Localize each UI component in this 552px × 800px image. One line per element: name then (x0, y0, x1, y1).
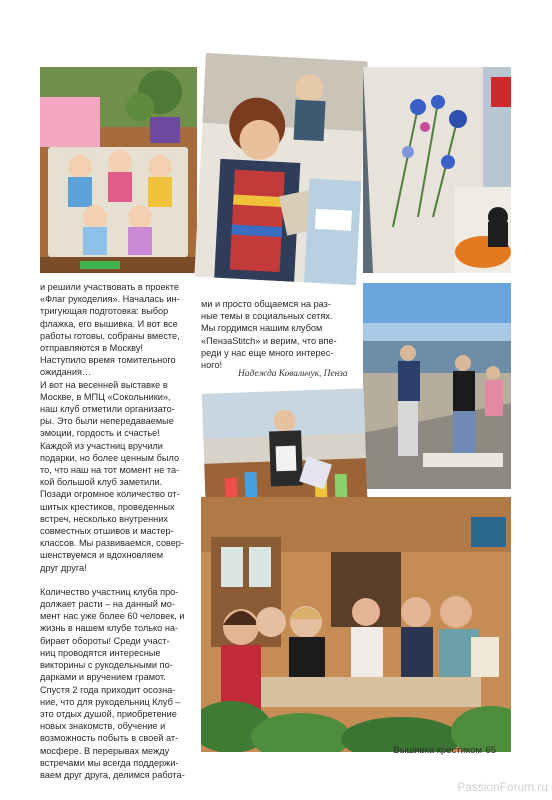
photo-group-in-cafe (201, 497, 511, 752)
photo-woman-with-embroidery (194, 53, 368, 285)
text-column-1 (40, 281, 198, 781)
photo-cross-stitch-flowers-cat (363, 67, 511, 273)
photo-riverside-gathering (363, 283, 511, 489)
column2-paragraph-1: ми и просто общаемся на раз- ные темы в социальных сетях. Мы гордимся нашим клубом «ПензаStitch» и верим, что впе- реди у нас еще много интерес- ного! (201, 299, 337, 371)
watermark-text: PassionForum.ru (457, 782, 548, 794)
text-column-2 (201, 298, 359, 371)
author-signature: Надежда Ковальчук, Пенза (238, 369, 348, 379)
magazine-title: Вышивка крестиком (393, 745, 482, 756)
column1-paragraph-2: Количество участниц клуба про- должает расти – на данный мо- мент нас уже более 60 человек, и жизнь в нашем клубе только на- бирает обороты! Среди участ- ниц проводятся интересные викторины с рукодельными по- дарками и вручением грамот. Спустя 2 года приходит осозна- ние, что для рукодельниц Клуб – это отдых душой, приобретение новых знакомств, обучение и возможность побыть в своей ат- мосфере. В перерывах между встречами мы всегда поддержи- ваем друг друга, делимся работа- (40, 586, 185, 780)
page-number: 65 (485, 745, 496, 756)
column1-paragraph-1: и решили участвовать в проекте «Флаг рукоделия». Началась ин- тригующая подготовка: выбор флажка, его вышивка. И вот все работы готовы, собраны вместе, отправляются в Москву! Наступило время томительного ожидания… И вот на весенней выставке в Москве, в МПЦ «Сокольники», наш клуб отметили организато- ры. Это были непередаваемые эмоции, гордость и счастье! Каждой из участниц вручили подарки, но более ценным было то, что наш на тот момент не та- кой большой клуб заметили. Позади огромное количество от- шитых крестиков, проведенных встреч, несколько внутренних совместных отшивов и мастер- классов. Мы развиваемся, совер- шенствуемся и вдохновляем друг друга! (40, 282, 184, 573)
photo-embroidered-dolls (40, 67, 197, 273)
